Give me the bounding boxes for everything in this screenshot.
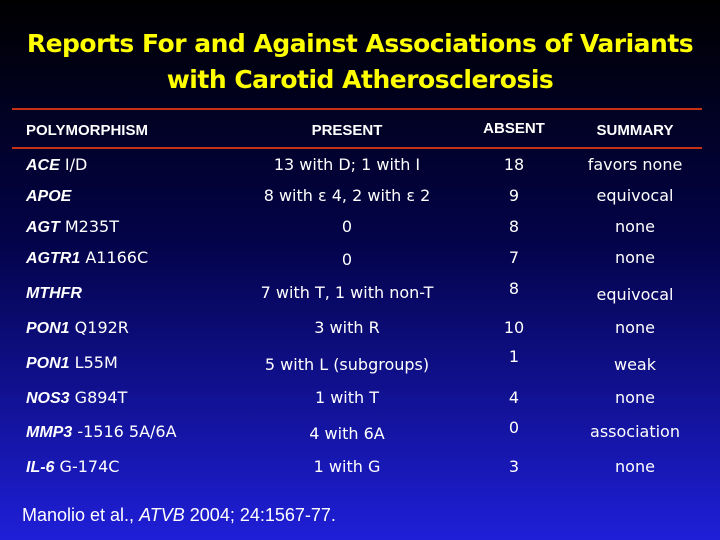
row-present: 1 with G [313, 457, 381, 476]
variant-name: -1516 5A/6A [72, 422, 177, 441]
row-summary: none [615, 457, 655, 476]
row-absent: 3 [508, 457, 520, 476]
gene-name: NOS3 [26, 390, 70, 407]
row-polymorphism [26, 186, 71, 206]
title-line-1: Reports For and Against Associations of Variants [26, 29, 694, 58]
gene-name: AGTR1 [26, 250, 81, 267]
header-bottom-rule [12, 147, 702, 149]
citation-journal: ATVB [139, 505, 185, 525]
row-absent: 8 [508, 279, 520, 298]
title-line-2: with Carotid Atherosclerosis [166, 65, 554, 94]
row-summary: favors none [587, 155, 683, 174]
header-top-rule [12, 108, 702, 110]
citation-reference: 2004; 24:1567-77. [189, 505, 336, 525]
citation [22, 505, 336, 526]
row-present: 0 [341, 250, 353, 269]
row-summary: none [615, 248, 655, 267]
row-absent: 9 [508, 186, 520, 205]
row-absent: 0 [508, 418, 520, 437]
row-present: 3 with R [314, 318, 380, 337]
variant-name: G-174C [54, 457, 120, 476]
row-summary: none [615, 388, 655, 407]
gene-name: ACE [26, 157, 60, 174]
variant-name: Q192R [69, 318, 129, 337]
row-present: 4 with 6A [309, 424, 385, 443]
slide-title [0, 26, 720, 98]
row-absent: 7 [508, 248, 520, 267]
row-present: 8 with ε 4, 2 with ε 2 [263, 186, 431, 205]
header-summary: SUMMARY [596, 122, 674, 139]
row-polymorphism [26, 457, 119, 477]
row-present: 0 [341, 217, 353, 236]
header-polymorphism: POLYMORPHISM [26, 122, 148, 139]
row-polymorphism [26, 422, 177, 442]
variant-name: L55M [69, 353, 118, 372]
row-absent: 10 [503, 318, 525, 337]
row-polymorphism [26, 318, 129, 338]
row-polymorphism [26, 283, 82, 303]
row-present: 1 with T [314, 388, 380, 407]
row-summary: weak [614, 355, 656, 374]
row-summary: association [590, 422, 680, 441]
row-polymorphism [26, 353, 118, 373]
variant-name: M235T [59, 217, 119, 236]
gene-name: APOE [26, 188, 72, 205]
gene-name: IL-6 [26, 459, 55, 476]
gene-name: PON1 [26, 355, 70, 372]
header-present: PRESENT [311, 122, 383, 139]
variant-name: I/D [59, 155, 88, 174]
row-polymorphism [26, 217, 119, 237]
gene-name: PON1 [26, 320, 70, 337]
row-absent: 18 [503, 155, 525, 174]
row-polymorphism [26, 388, 127, 408]
gene-name: MTHFR [26, 285, 82, 302]
row-summary: none [615, 217, 655, 236]
row-summary: equivocal [596, 285, 674, 304]
variant-name: G894T [69, 388, 128, 407]
row-present: 5 with L (subgroups) [264, 355, 430, 374]
row-present: 13 with D; 1 with I [273, 155, 421, 174]
row-absent: 8 [508, 217, 520, 236]
row-summary: none [615, 318, 655, 337]
row-absent: 1 [508, 347, 520, 366]
row-polymorphism [26, 155, 87, 175]
gene-name: MMP3 [26, 424, 73, 441]
gene-name: AGT [26, 219, 60, 236]
header-absent: ABSENT [483, 120, 545, 137]
row-polymorphism [26, 248, 148, 268]
citation-authors: Manolio et al., [22, 505, 135, 525]
variant-name: A1166C [80, 248, 149, 267]
row-summary: equivocal [596, 186, 674, 205]
row-present: 7 with T, 1 with non-T [260, 283, 434, 302]
row-absent: 4 [508, 388, 520, 407]
